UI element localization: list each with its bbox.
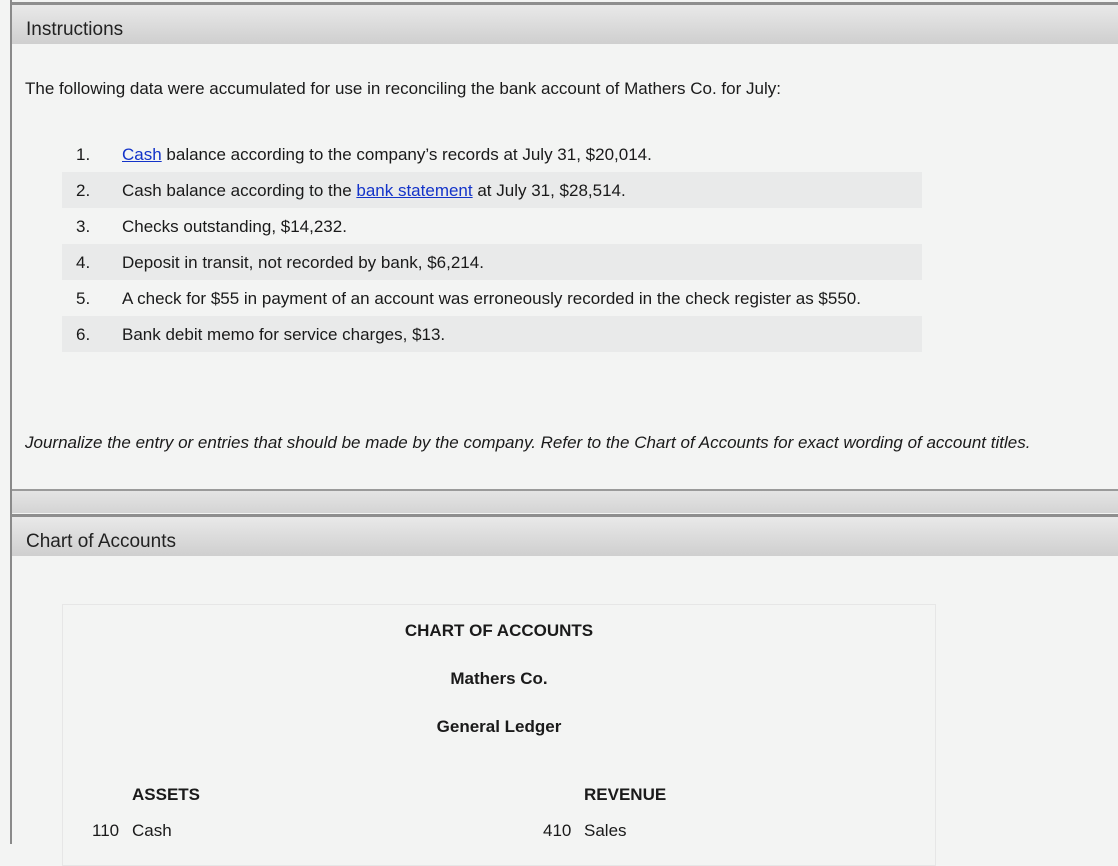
instructions-panel-header[interactable] [12, 2, 1118, 44]
item-text: Deposit in transit, not recorded by bank, $6,214. [122, 253, 484, 272]
account-name: Cash [132, 821, 172, 840]
assets-heading: ASSETS [132, 785, 201, 804]
chart-of-accounts-panel-header[interactable] [12, 514, 1118, 556]
instructions-panel-footer [12, 491, 1118, 513]
instructions-intro: The following data were accumulated for use in reconciling the bank account of Mathers Co. for July: [25, 79, 781, 98]
left-border [10, 0, 12, 844]
item-number: 5. [76, 289, 91, 308]
ledger-name: General Ledger [436, 717, 562, 736]
coa-heading: CHART OF ACCOUNTS [404, 621, 594, 640]
bank-statement-link[interactable]: bank statement [356, 181, 473, 200]
item-text: Checks outstanding, $14,232. [122, 217, 347, 236]
chart-of-accounts-table [62, 604, 936, 866]
list-item [62, 316, 922, 352]
instructions-title: Instructions [26, 19, 124, 40]
item-number: 3. [76, 217, 91, 236]
cash-link[interactable]: Cash [122, 145, 162, 164]
item-number: 6. [76, 325, 91, 344]
item-text: Bank debit memo for service charges, $13. [122, 325, 446, 344]
account-number: 110 [92, 821, 120, 840]
data-list [62, 136, 922, 352]
list-item [62, 280, 922, 316]
item-text: Cash balance according to the company’s records at July 31, $20,014. [122, 145, 652, 164]
item-text: A check for $55 in payment of an account was erroneously recorded in the check register as $550. [122, 289, 861, 308]
item-number: 2. [76, 181, 91, 200]
account-name: Sales [584, 821, 627, 840]
account-number: 410 [543, 821, 572, 840]
list-item [62, 136, 922, 172]
item-number: 1. [76, 145, 91, 164]
list-item [62, 172, 922, 208]
item-text: Cash balance according to the bank statement at July 31, $28,514. [122, 181, 626, 200]
chart-of-accounts-panel-title: Chart of Accounts [26, 531, 176, 552]
item-number: 4. [76, 253, 91, 272]
revenue-heading: REVENUE [584, 785, 667, 804]
list-item [62, 244, 922, 280]
list-item [62, 208, 922, 244]
company-name: Mathers Co. [450, 669, 548, 688]
journal-task-text: Journalize the entry or entries that should be made by the company. Refer to the Chart of Accounts for exact wording of account titles. [25, 433, 1031, 452]
